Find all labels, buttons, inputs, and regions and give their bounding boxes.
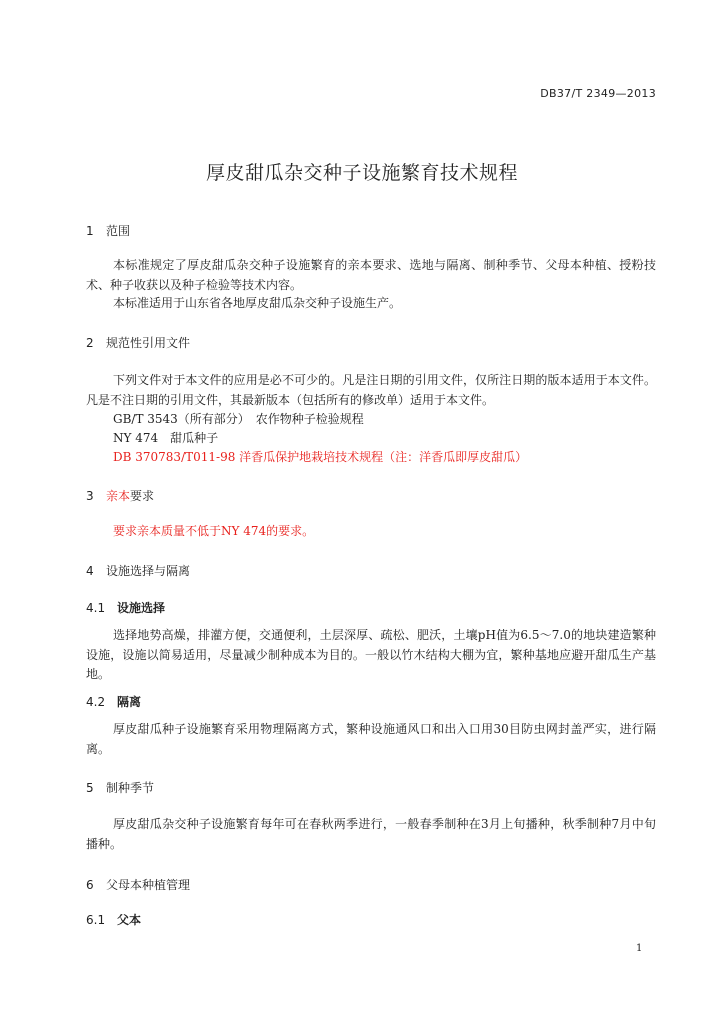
subsection-number: 6.1	[86, 913, 106, 927]
section-3-paragraph-1: 要求亲本质量不低于NY 474的要求。	[113, 524, 315, 538]
section-number: 4	[86, 564, 94, 578]
subsection-title: 隔离	[117, 695, 142, 709]
section-4-2-heading	[86, 693, 141, 710]
section-4-1-heading	[86, 599, 165, 616]
section-number: 2	[86, 336, 94, 350]
subsection-number: 4.2	[86, 695, 106, 709]
section-1-paragraph-2: 本标准适用于山东省各地厚皮甜瓜杂交种子设施生产。	[113, 296, 402, 310]
section-number: 1	[86, 224, 94, 238]
section-2-heading	[86, 334, 190, 351]
section-number: 6	[86, 878, 94, 892]
section-5-paragraph-1: 厚皮甜瓜杂交种子设施繁育每年可在春秋两季进行，一般春季制种在3月上旬播种，秋季制种7月中旬播种。	[86, 817, 656, 851]
standard-number: DB37/T 2349—2013	[540, 87, 656, 100]
section-title: 设施选择与隔离	[106, 564, 191, 578]
subsection-number: 4.1	[86, 601, 106, 615]
subsection-title: 父本	[117, 913, 142, 927]
page-number: 1	[636, 943, 643, 954]
section-3-heading	[86, 487, 154, 504]
section-title: 父母本种植管理	[106, 878, 191, 892]
section-6-heading	[86, 876, 190, 893]
section-2-paragraph-1: 下列文件对于本文件的应用是必不可少的。凡是注日期的引用文件，仅所注日期的版本适用于本文件。凡是不注日期的引用文件，其最新版本（包括所有的修改单）适用于本文件。	[86, 373, 656, 407]
section-1-heading	[86, 222, 130, 239]
section-number: 3	[86, 489, 94, 503]
document-title: 厚皮甜瓜杂交种子设施繁育技术规程	[205, 162, 518, 184]
section-4-1-paragraph-1: 选择地势高燥，排灌方便，交通便利，土层深厚、疏松、肥沃，土壤pH值为6.5～7.0的地块建造繁种设施，设施以简易适用，尽量减少制种成本为目的。一般以竹木结构大棚为宜，繁种基地应避开甜瓜生产基地。	[86, 628, 656, 681]
section-5-heading	[86, 779, 154, 796]
section-title-highlighted: 亲本	[106, 489, 131, 503]
section-title: 范围	[106, 224, 131, 238]
reference-item: GB/T 3543（所有部分） 农作物种子检验规程	[113, 412, 364, 426]
subsection-title: 设施选择	[117, 601, 166, 615]
section-4-2-paragraph-1: 厚皮甜瓜种子设施繁育采用物理隔离方式，繁种设施通风口和出入口用30目防虫网封盖严实，进行隔离。	[86, 722, 656, 756]
reference-item-highlighted: DB 370783/T011-98 洋香瓜保护地栽培技术规程（注：洋香瓜即厚皮甜瓜）	[113, 450, 528, 464]
section-6-1-heading	[86, 911, 141, 928]
section-title: 制种季节	[106, 781, 155, 795]
section-title-rest: 要求	[130, 489, 155, 503]
section-1-paragraph-1: 本标准规定了厚皮甜瓜杂交种子设施繁育的亲本要求、选地与隔离、制种季节、父母本种植、授粉技术、种子收获以及种子检验等技术内容。	[86, 258, 656, 292]
section-number: 5	[86, 781, 94, 795]
section-title: 规范性引用文件	[106, 336, 191, 350]
reference-item: NY 474 甜瓜种子	[113, 431, 219, 445]
section-4-heading	[86, 562, 190, 579]
